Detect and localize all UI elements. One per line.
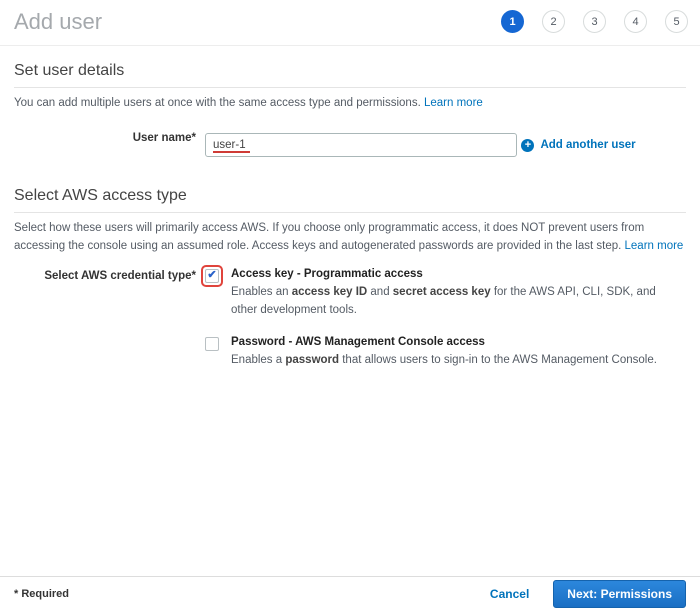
console-access-checkbox[interactable] [205,337,219,351]
wizard-footer [0,576,700,610]
desc-text: and [367,286,393,299]
username-row [14,126,686,157]
check-icon: ✔ [207,269,217,282]
next-permissions-button[interactable]: Next: Permissions [553,580,686,608]
step-5[interactable]: 5 [665,10,688,33]
user-details-description-text: You can add multiple users at once with the same access type and permissions. [14,97,421,109]
checkbox-checked [205,269,219,283]
desc-text: for the AWS API, CLI, SDK, and other development tools. [231,286,656,317]
step-3[interactable]: 3 [583,10,606,33]
user-details-section [14,62,686,157]
console-access-title[interactable]: Password - AWS Management Console access [231,336,485,349]
plus-circle-icon: + [521,139,534,152]
access-type-section [14,187,686,386]
wizard-header [0,0,700,46]
access-type-description [14,220,686,256]
desc-text: Enables a [231,354,286,367]
programmatic-access-title[interactable]: Access key - Programmatic access [231,268,423,281]
step-4[interactable]: 4 [624,10,647,33]
user-details-learn-more-link[interactable]: Learn more [423,97,483,109]
step-1[interactable]: 1 [501,10,524,33]
console-access-description [231,352,657,370]
page-title: Add user [14,9,103,34]
access-type-learn-more-link[interactable]: Learn more [624,239,684,252]
user-details-description [14,95,686,113]
desc-text: Enables an [231,286,292,299]
checkbox-unchecked [205,337,219,351]
programmatic-access-description [231,284,683,320]
programmatic-access-checkbox[interactable] [205,269,219,283]
option-programmatic-access [205,268,683,320]
credential-type-label: Select AWS credential type* [44,270,196,283]
option-console-access [205,336,683,370]
desc-bold-text: access key ID [291,286,368,299]
username-input-wrap [205,133,517,157]
user-details-heading: Set user details [14,62,686,88]
desc-text: that allows users to sign-in to the AWS Management Console. [339,354,657,367]
username-label: User name* [132,131,196,144]
desc-bold-text: password [285,354,340,367]
access-type-heading: Select AWS access type [14,187,686,213]
cancel-button[interactable]: Cancel [489,586,530,601]
step-2[interactable]: 2 [542,10,565,33]
desc-bold-text: secret access key [392,286,491,299]
credential-type-row [14,268,686,385]
access-type-description-text: Select how these users will primarily access AWS. If you choose only programmatic access, it does NOT prevent users from accessing the console using an assumed role. Access keys and autogenerated passwords are provided in the last step. [14,221,645,252]
step-indicator [501,10,688,33]
add-another-user-button[interactable] [521,139,635,152]
username-input[interactable] [205,133,517,157]
required-note: * Required [14,587,70,600]
add-another-user-label: Add another user [540,139,636,152]
